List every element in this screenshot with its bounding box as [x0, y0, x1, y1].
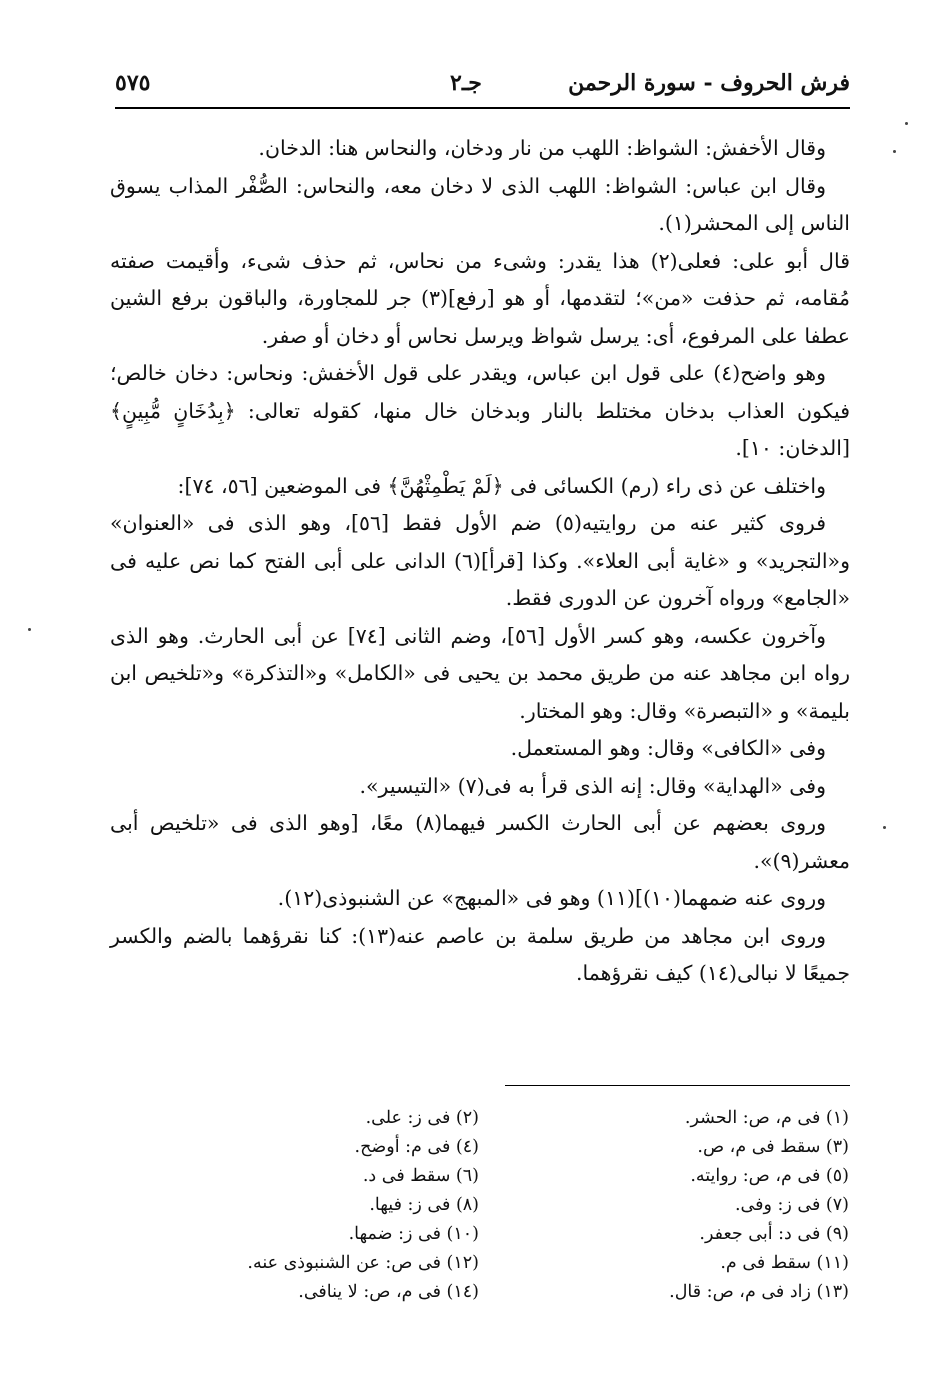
page-header [115, 70, 850, 104]
paragraph: فروى كثير عنه من روايتيه(٥) ضم الأول فقط [٥٦]، وهو الذى فى «العنوان» و«التجريد» و «غاية أبى العلاء». وكذا [قرأ](٦) الدانى على أبى الفتح كما نص عليه فى «الجامع» ورواه آخرون عن الدورى فقط. [110, 511, 850, 610]
footnote: (٦) سقط فى د. [362, 1166, 479, 1186]
paragraph: وفى «الهداية» وقال: إنه الذى قرأ به فى(٧) «التيسير». [359, 773, 826, 798]
footnote: (١٣) زاد فى م، ص: قال. [669, 1282, 849, 1302]
paragraph: وقال الأخفش: الشواظ: اللهب من نار ودخان، والنحاس هنا: الدخان. [258, 136, 826, 160]
paragraph: قال أبو على: فعلى(٢) هذا يقدر: وشىء من نحاس، ثم حذف شىء، وأقيمت صفته مُقامه، ثم حذفت «من»؛ لتقدمها، أو هو [رفع](٣) جر للمجاورة، والباقون برفع الشين عطفا على المرفوع، أى: يرسل شواظ ويرسل نحاس أو دخان أو صفر. [110, 248, 850, 348]
paragraph: وروى بعضهم عن أبى الحارث الكسر فيهما(٨) معًا، [وهو الذى فى «تلخيص أبى معشر(٩)». [110, 811, 850, 873]
footnote: (٩) فى د: أبى جعفر. [699, 1224, 849, 1244]
footnote: (١٢) فى ص: عن الشنبوذى عنه. [247, 1253, 479, 1273]
scan-speck [893, 150, 896, 153]
footnotes-right-column [549, 1104, 849, 1307]
main-text [110, 130, 850, 993]
footnote: (١٠) فى ز: ضمها. [348, 1224, 479, 1244]
paragraph: وآخرون عكسه، وهو كسر الأول [٥٦]، وضم الثانى [٧٤] عن أبى الحارث. وهو الذى رواه ابن مجاهد عنه من طريق محمد بن يحيى فى «الكامل» و«التذكرة» و«تلخيص ابن بليمة» و «التبصرة» وقال: وهو المختار. [110, 623, 850, 723]
paragraph: واختلف عن ذى راء (رم) الكسائى فى ﴿لَمْ يَطْمِثْهُنَّ﴾ فى الموضعين [٥٦، ٧٤]: [177, 473, 826, 498]
scan-speck [28, 628, 31, 631]
footnote: (٧) فى ز: وفى. [734, 1195, 849, 1215]
scan-speck [883, 826, 886, 829]
page-number: ٥٧٥ [115, 70, 151, 96]
footnote: (٤) فى م: أوضح. [354, 1137, 479, 1157]
scan-speck [905, 122, 908, 125]
paragraph: وقال ابن عباس: الشواظ: اللهب الذى لا دخان معه، والنحاس: الصُّفْر المذاب يسوق الناس إلى المحشر(١). [110, 173, 850, 235]
footnote: (٢) فى ز: على. [365, 1108, 479, 1128]
footnotes-left-column [179, 1104, 479, 1307]
paragraph: وروى عنه ضمهما(١٠)](١١) وهو فى «المبهج» عن الشنبوذى(١٢). [277, 886, 826, 910]
paragraph: وهو واضح(٤) على قول ابن عباس، ويقدر على قول الأخفش: ونحاس: دخان خالص؛ فيكون العذاب بدخان مختلط بالنار وبدخان خال منها، كقوله تعالى: ﴿بِدُخَانٍ مُّبِينٍ﴾ [الدخان: ١٠]. [110, 361, 850, 460]
volume-label: جـ٢ [450, 70, 482, 96]
paragraph: وروى ابن مجاهد من طريق سلمة بن عاصم عنه(١٣): كنا نقرؤهما بالضم والكسر جميعًا لا نبالى(١٤) كيف نقرؤهما. [110, 923, 850, 985]
paragraph: وفى «الكافى» وقال: وهو المستعمل. [510, 736, 826, 760]
footnote: (١١) سقط فى م. [720, 1253, 849, 1273]
running-title: فرش الحروف - سورة الرحمن [568, 70, 850, 96]
footnote: (٨) فى ز: فيها. [369, 1195, 479, 1215]
footnote-rule [505, 1085, 850, 1086]
header-rule [115, 107, 850, 109]
footnote: (٥) فى م، ص: روايته. [690, 1166, 849, 1186]
footnote: (٣) سقط فى م، ص. [697, 1137, 849, 1157]
footnote: (١) فى م، ص: الحشر. [684, 1108, 849, 1128]
footnote: (١٤) فى م، ص: لا ينافى. [298, 1282, 479, 1302]
